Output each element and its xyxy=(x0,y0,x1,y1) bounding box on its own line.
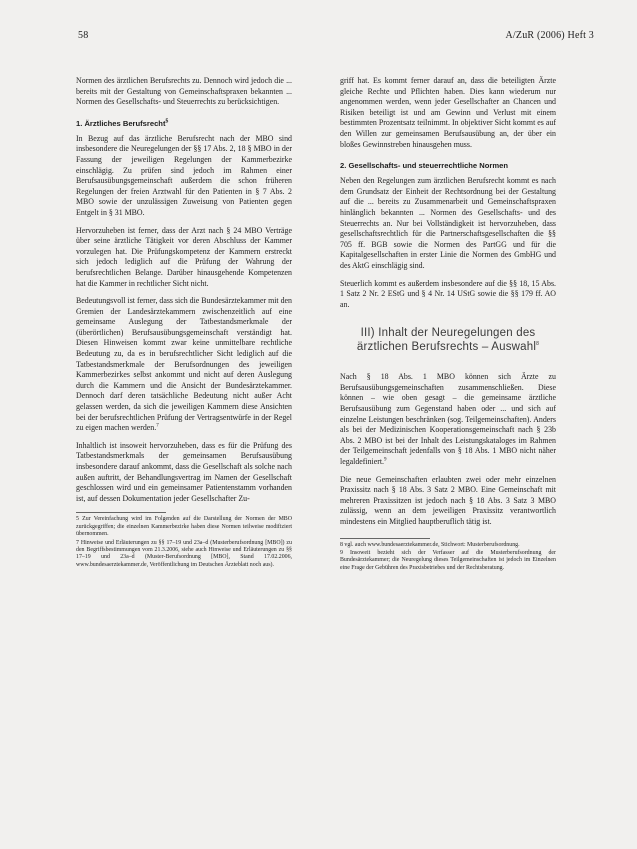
footnotes xyxy=(340,538,556,573)
paragraph: Hervorzuheben ist ferner, dass der Arzt nach § 24 MBO Verträge über seine ärztliche Tätigkeit vor deren Abschluss der Kammer vorzulegen hat. Die Prüfungskompetenz der Kammern erstreckt sich jedoch lediglich auf die Prüfung der Wahrung der berufsrechtlichen Belange. Darüber hinausgehende Kompetenzen hat die Kammer in rechtlicher Sicht nicht. xyxy=(76,225,292,288)
left-column xyxy=(76,76,292,570)
paragraph: griff hat. Es kommt ferner darauf an, dass die beteiligten Ärzte gleiche Rechte und Pflichten haben. Dies kann wiederum nur angenommen werden, wenn jeder Gesellschafter an Chancen und Risiken beteiligt ist und am Gewinn und Verlust mit einem bestimmten Prozentsatz teilnimmt. In objektiver Sicht kommt es auf den Willen zur gemeinsamen Berufsausübung an, der über ein bloßes Gewinnstreben hinausgehen muss. xyxy=(340,76,556,149)
right-column xyxy=(340,76,556,573)
footnote-marker: 8 xyxy=(536,341,540,348)
section-heading: 2. Gesellschafts- und steuerrechtliche Normen xyxy=(340,161,508,171)
footnote-marker: 9 xyxy=(384,457,387,463)
footnote-marker: 5 xyxy=(165,118,169,125)
paragraph: Die neue Gemeinschaften erlaubten zwei oder mehr einzelnen Praxissitz nach § 18 Abs. 3 Satz 2 MBO. Eine Gemeinschaft mit mehreren Praxissitzen ist jedoch nach § 18 Abs. 3 Satz 3 MBO zulässig, wenn an dem jeweiligen Praxissitz verantwortlich mindestens ein Mitglied hauptberuflich tätig ist. xyxy=(340,474,556,526)
paragraph: In Bezug auf das ärztliche Berufsrecht nach der MBO sind insbesondere die Neuregelungen der §§ 17 Abs. 2, 18 § MBO in der Fassung der jeweiligen Regelungen der Kammerbezirke einschlägig. Zu prüfen sind jedoch im Rahmen einer Berufsausübungsgemeinschaft außerdem die schon früheren Regelungen der freien Arztwahl für den Patienten in § 7 Abs. 2 MBO sowie der unzulässigen Zuweisung von Patienten gegen Entgelt in § 31 MBO. xyxy=(76,133,292,217)
paragraph: Inhaltlich ist insoweit hervorzuheben, dass es für die Prüfung des Tatbestandsmerkmals der gemeinsamen Berufsausübung insbesondere darauf ankommt, dass die Gesellschaft als solche nach außen auftritt, der Behandlungsvertrag im Namen der Gesellschaft geschlossen wird und ein gemeinsamer Patientenstamm vorhanden ist, auf dessen Dokumentation jeder Gesellschafter Zu- xyxy=(76,440,292,503)
footnote: 8 vgl. auch www.bundesaerztekammer.de, Stichwort: Musterberufsordnung. xyxy=(340,541,520,548)
journal-reference: A/ZuR (2006) Heft 3 xyxy=(505,30,594,41)
page-number: 58 xyxy=(78,30,89,41)
footnote-rule xyxy=(76,512,166,513)
footnotes xyxy=(76,512,292,569)
page-header xyxy=(78,30,594,41)
paragraph: Bedeutungsvoll ist ferner, dass sich die Bundesärztekammer mit den Gremien der Landesärztekammern zwischenzeitlich auf eine gemeinsame Auslegung der Tatbestandsmerkmale der (überörtlichen) Berufsausübungsgemeinschaft verständigt hat. Diesen Hinweisen kommt zwar keine unmittelbare rechtliche Bedeutung zu, da es in berufsrechtlicher Sicht lediglich auf die Tatbestandsmerkmale der Berufsordnungen des jeweiligen Kammerbezirkes selbst ankommt und nicht auf deren Auslegung durch die Kammern und die Ansicht der Bundesärztekammer. Dennoch darf deren tatsächliche Bedeutung nicht außer Acht gelassen werden, da sich die jeweiligen Kammern diese Ansichten bei der berufsrechtlichen Prüfung der Vertragsentwürfe in der Regel zu eigen machen werden.$^7$ xyxy=(76,296,292,433)
footnote: 9 Insoweit bezieht sich der Verfasser auf die Musterberufsordnung der Bundesärztekammer; die Neuregelung dieses Teilgemeinschaften ist jedoch im Einzelnen eine Frage der Gebühren des Praxisbetriebes und der Rechtsberatung. xyxy=(340,550,556,571)
paragraph: Steuerlich kommt es außerdem insbesondere auf die §§ 18, 15 Abs. 1 Satz 2 Nr. 2 EStG und § 4 Nr. 14 UStG sowie die §§ 179 ff. AO an. xyxy=(340,278,556,309)
footnote-rule xyxy=(340,538,430,539)
paragraph: Neben den Regelungen zum ärztlichen Berufsrecht kommt es nach dem Grundsatz der Einheit der Rechtsordnung bei der Gestaltung auf die ... bereits zu Zusammenarbeit und Gemeinschaftspraxen hinlänglich bekannten ... Normen des Gesellschafts- und des Steuerrechts an. Nur bei Vollständigkeit ist hervorzuheben, dass gesellschaftsrechtlich für die Partnerschaftsgesellschaften die §§ 705 ff. BGB sowie die Normen des PartGG und für die Kapitalgesellschaften in erster Linie die Normen des GmbHG und des AktG einschlägig sind. xyxy=(340,176,556,270)
footnote: 7 Hinweise und Erläuterungen zu §§ 17–19 und 23a–d (Musterberufsordnung [MBO]) zu den Begriffsbestimmungen vom 21.3.2006, siehe auch Hinweise und Erläuterungen zu §§ 17–19 und 23a–d (Muster-Berufsordnung [MBO], Stand 17.02.2006, www.bundesaerztekammer.de, Veröffentlichung im Deutschen Ärzteblatt noch aus). xyxy=(76,539,292,568)
paragraph: Nach § 18 Abs. 1 MBO können sich Ärzte zu Berufsausübungsgemeinschaften zusammenschließen. Diese können – wie oben gesagt – die gemeinsame ärztliche Berufsausübung zum Gegenstand haben oder ... und sich auf einzelne Leistungen beschränken (sog. Teilgemeinschaften). Anders als bei der Medizinischen Kooperationsgemeinschaft nach § 23b Abs. 2 MBO ist bei der Inhalt des Leistungskataloges im Rahmen der Teilgemeinschaft jedenfalls von § 18 Abs. 1 MBO nicht näher legaldefiniert.$^9$ xyxy=(340,372,556,467)
chapter-heading: III) Inhalt der Neuregelungen des ärztlichen Berufsrechts – Auswahl$^8$ xyxy=(356,327,540,354)
section-heading: 1. Ärztliches Berufsrecht$^5$ xyxy=(76,118,169,128)
footnote: 5 Zur Vereinfachung wird im Folgenden auf die Darstellung der Normen der MBO zurückgegriffen; die einzelnen Kammerbezirke haben diese Normen teilweise modifiziert übernommen. xyxy=(76,516,292,538)
footnote-marker: 7 xyxy=(156,423,159,429)
paragraph: Normen des ärztlichen Berufsrechts zu. Dennoch wird jedoch die ... bereits mit der Gestaltung von Gemeinschaftspraxen bekannten ... Normen des Gesellschafts- und Steuerrechts zu berücksichtigen. xyxy=(76,76,292,107)
